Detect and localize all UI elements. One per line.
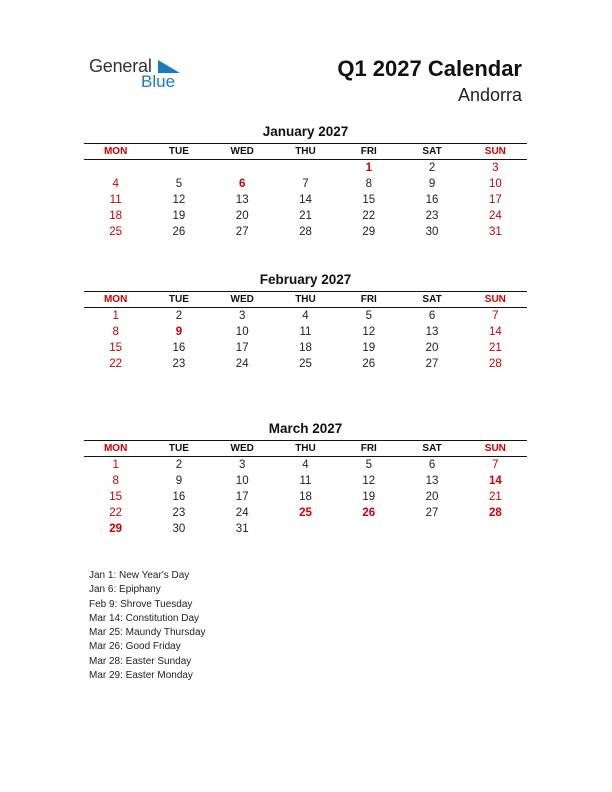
week-row [84,324,527,340]
weekday-label: THU [295,146,316,157]
weekday-label: MON [103,146,128,157]
week-row [84,308,527,324]
day-cell: 11 [299,326,312,338]
week-row [84,356,527,372]
day-cell: 26 [172,226,186,238]
day-cell: 23 [172,507,186,519]
day-cell: 2 [428,162,436,174]
weekday-label: SAT [422,294,442,305]
weekday-label: SAT [422,146,442,157]
logo-general-text: General [89,56,152,76]
day-cell [274,160,337,176]
day-cell: 22 [362,210,376,222]
logo-blue-text: Blue [141,72,176,91]
day-cell: 27 [425,507,439,519]
day-cell: 18 [109,210,123,222]
day-cell: 5 [175,178,183,190]
day-cell [274,521,337,537]
day-cell: 3 [492,162,499,174]
day-cell: 21 [299,210,312,222]
day-cell: 3 [239,459,246,471]
day-cell: 24 [488,210,502,222]
day-cell: 16 [425,194,439,206]
weekday-label: WED [230,146,254,157]
day-cell [337,521,400,537]
holiday-day-cell: 26 [362,507,376,519]
day-cell: 12 [362,475,376,487]
week-row [84,457,527,473]
weekday-label: THU [295,294,316,305]
day-cell: 17 [235,342,249,354]
weekday-label: FRI [360,443,377,454]
day-cell: 14 [488,326,502,338]
week-row [84,176,527,192]
month-title: March 2027 [268,421,343,436]
day-cell: 24 [235,358,249,370]
day-cell: 21 [488,342,502,354]
weekday-label: MON [103,294,128,305]
day-cell: 13 [425,475,439,487]
week-row [84,473,527,489]
weekday-label: TUE [168,146,189,157]
week-row [84,489,527,505]
day-cell: 5 [365,459,372,471]
day-cell: 2 [175,310,183,322]
weekday-header [84,144,527,160]
day-cell: 8 [112,326,119,338]
day-cell: 27 [425,358,439,370]
holiday-day-cell: 14 [488,475,502,487]
holiday-item: Mar 25: Maundy Thursday [89,627,206,639]
country-name: Andorra [457,85,522,105]
day-cell: 10 [488,178,502,190]
day-cell: 4 [112,178,119,190]
day-cell [400,521,463,537]
holiday-item: Jan 1: New Year's Day [89,570,190,581]
day-cell: 18 [299,491,312,503]
day-cell [147,160,210,176]
day-cell: 30 [172,523,186,535]
day-cell: 20 [235,210,249,222]
day-cell: 10 [235,475,249,487]
holiday-item: Mar 14: Constitution Day [89,612,200,624]
weekday-label: SAT [422,443,442,454]
week-row [84,192,527,208]
day-cell: 22 [109,358,123,370]
day-cell: 15 [109,342,123,354]
day-cell: 6 [428,310,436,322]
day-cell: 2 [175,459,183,471]
weekday-label: WED [230,294,254,305]
holiday-list [89,569,206,683]
holiday-item: Mar 28: Easter Sunday [89,655,192,667]
day-cell: 30 [425,226,439,238]
day-cell: 5 [365,310,372,322]
weekday-label: WED [230,443,254,454]
day-cell: 31 [488,226,502,238]
month-block [84,420,527,537]
day-cell: 23 [425,210,439,222]
day-cell: 10 [235,326,249,338]
day-cell: 19 [362,491,376,503]
day-cell: 4 [302,310,309,322]
month-title: February 2027 [259,272,352,287]
day-cell: 1 [112,310,119,322]
weekday-label: SUN [484,294,506,305]
day-cell [211,160,274,176]
day-cell: 12 [172,194,186,206]
day-cell [84,160,147,176]
day-cell: 24 [235,507,249,519]
day-cell: 7 [492,459,499,471]
weekday-label: TUE [168,443,189,454]
day-cell: 8 [112,475,119,487]
week-row [84,160,527,176]
holiday-item: Jan 6: Epiphany [89,584,161,596]
day-cell: 16 [172,491,186,503]
day-cell: 7 [492,310,499,322]
week-row [84,521,527,537]
holiday-day-cell: 9 [175,326,183,338]
month-block [84,271,527,372]
day-cell: 25 [299,358,312,370]
day-cell: 21 [488,491,502,503]
day-cell: 11 [109,194,122,206]
weekday-label: SUN [484,146,506,157]
day-cell: 9 [428,178,436,190]
week-row [84,340,527,356]
weekday-label: FRI [360,146,377,157]
day-cell: 8 [365,178,372,190]
day-cell: 13 [235,194,249,206]
month-title: January 2027 [262,124,349,139]
weekday-label: THU [295,443,316,454]
day-cell: 20 [425,491,439,503]
weekday-label: TUE [168,294,189,305]
day-cell: 15 [109,491,123,503]
holiday-day-cell: 6 [239,178,246,190]
day-cell: 23 [172,358,186,370]
day-cell: 31 [235,523,249,535]
day-cell: 12 [362,326,376,338]
day-cell: 29 [362,226,376,238]
day-cell [464,521,527,537]
weekday-header [84,292,527,308]
holiday-day-cell: 28 [488,507,502,519]
holiday-day-cell: 25 [299,507,312,519]
day-cell: 19 [362,342,376,354]
day-cell: 27 [235,226,249,238]
day-cell: 28 [299,226,312,238]
day-cell: 7 [302,178,309,190]
holiday-item: Mar 29: Easter Monday [89,670,193,682]
holiday-day-cell: 29 [109,523,123,535]
week-row [84,505,527,521]
week-row [84,224,527,240]
holiday-day-cell: 1 [365,162,372,174]
day-cell: 17 [488,194,502,206]
day-cell: 3 [239,310,246,322]
day-cell: 17 [235,491,249,503]
day-cell: 15 [362,194,376,206]
day-cell: 20 [425,342,439,354]
holiday-item: Feb 9: Shrove Tuesday [89,598,193,610]
day-cell: 16 [172,342,186,354]
weekday-label: SUN [484,443,506,454]
page-title: Q1 2027 Calendar [337,56,522,81]
day-cell: 18 [299,342,312,354]
weekday-label: MON [103,443,128,454]
day-cell: 25 [109,226,123,238]
day-cell: 14 [299,194,312,206]
day-cell: 1 [112,459,119,471]
logo [89,56,199,96]
week-row [84,208,527,224]
holiday-item: Mar 26: Good Friday [89,641,181,653]
month-block [84,123,527,240]
day-cell: 11 [299,475,312,487]
day-cell: 22 [109,507,123,519]
day-cell: 28 [488,358,502,370]
weekday-header [84,441,527,457]
day-cell: 13 [425,326,439,338]
weekday-label: FRI [360,294,377,305]
day-cell: 19 [172,210,186,222]
day-cell: 4 [302,459,309,471]
day-cell: 6 [428,459,436,471]
day-cell: 26 [362,358,376,370]
day-cell: 9 [175,475,183,487]
